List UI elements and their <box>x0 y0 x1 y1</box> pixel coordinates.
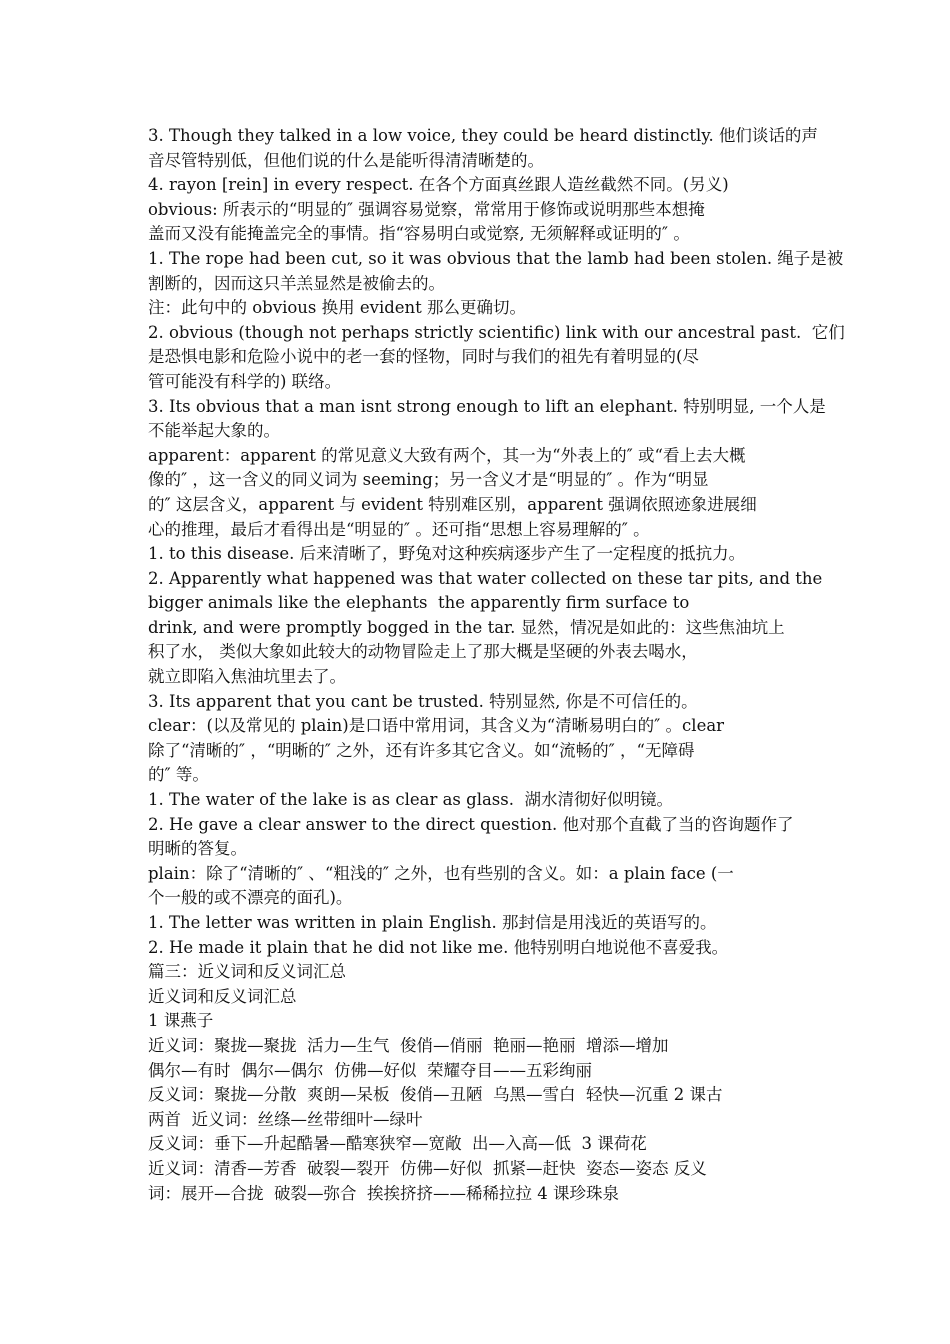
text-line: 心的推理，最后才看得出是“明显的″ 。还可指“思想上容易理解的″ 。 <box>148 519 650 539</box>
text-line: apparent：apparent 的常见意义大致有两个，其一为“外表上的″ 或“看上去大概 <box>148 445 746 465</box>
text-line: 3. Its apparent that you cant be trusted. 特别显然, 你是不可信任的。 <box>148 691 698 711</box>
text-line: 2. Apparently what happened was that water collected on these tar pits, and the <box>148 568 823 588</box>
text-line: 2. He made it plain that he did not like me. 他特别明白地说他不喜爱我。 <box>148 937 729 957</box>
text-line: 偶尔—有时 偶尔—偶尔 仿佛—好似 荣耀夺目——五彩绚丽 <box>148 1060 592 1080</box>
text-line: clear：(以及常见的 plain)是口语中常用词，其含义为“清晰易明白的″ 。clear <box>148 716 725 736</box>
text-line: 就立即陷入焦油坑里去了。 <box>148 667 346 687</box>
text-line: 1. The letter was written in plain English. 那封信是用浅近的英语写的。 <box>148 913 717 932</box>
document-body <box>148 124 845 1206</box>
text-line: 近义词：清香—芳香 破裂—裂开 仿佛—好似 抓紧—赶快 姿态—姿态 反义 <box>148 1158 707 1178</box>
text-line: 的″ 这层含义，apparent 与 evident 特别难区别，apparent 强调依照迹象进展细 <box>148 494 757 514</box>
text-line: 词：展开—合拢 破裂—弥合 挨挨挤挤——稀稀拉拉 4 课珍珠泉 <box>148 1183 619 1203</box>
text-line: 管可能没有科学的) 联络。 <box>148 371 342 391</box>
text-line: 3. Its obvious that a man isnt strong enough to lift an elephant. 特别明显, 一个人是 <box>148 396 826 416</box>
text-line: 4. rayon [rein] in every respect. 在各个方面真丝跟人造丝截然不同。(另义) <box>148 175 729 195</box>
text-line: 音尽管特别低，但他们说的什么是能听得清清晰楚的。 <box>148 150 544 170</box>
text-line: 积了水， 类似大象如此较大的动物冒险走上了那大概是坚硬的外表去喝水， <box>148 642 698 662</box>
section-subheading: 近义词和反义词汇总 <box>148 986 297 1006</box>
text-line: 反义词：垂下—升起酷暑—酷寒狭窄—宽敞 出—入高—低 3 课荷花 <box>148 1134 647 1154</box>
text-line: drink, and were promptly bogged in the tar. 显然，情况是如此的：这些焦油坑上 <box>148 617 785 637</box>
text-line: 2. obvious (though not perhaps strictly scientific) link with our ancestral past. 它们 <box>148 322 845 342</box>
text-line: 1. to this disease. 后来清晰了，野兔对这种疾病逐步产生了一定程度的抵抗力。 <box>148 544 746 564</box>
text-line: plain：除了“清晰的″ 、“粗浅的″ 之外，也有些别的含义。如：a plain face (一 <box>148 863 734 883</box>
text-line: 1. The rope had been cut, so it was obvious that the lamb had been stolen. 绳子是被 <box>148 248 844 268</box>
text-line: 注：此句中的 obvious 换用 evident 那么更确切。 <box>148 298 527 318</box>
text-line: 反义词：聚拢—分散 爽朗—呆板 俊俏—丑陋 乌黑—雪白 轻快—沉重 2 课古 <box>148 1085 723 1105</box>
text-line: 个一般的或不漂亮的面孔)。 <box>148 888 353 908</box>
text-line: 割断的，因而这只羊羔显然是被偷去的。 <box>148 273 445 293</box>
text-line: 近义词：聚拢—聚拢 活力—生气 俊俏—俏丽 艳丽—艳丽 增添—增加 <box>148 1035 669 1055</box>
lesson-title: 1 课燕子 <box>148 1011 214 1031</box>
text-line: 2. He gave a clear answer to the direct question. 他对那个直截了当的咨询题作了 <box>148 814 794 834</box>
text-line: 除了“清晰的″ ，“明晰的″ 之外，还有许多其它含义。如“流畅的″ ，“无障碍 <box>148 740 695 760</box>
text-line: bigger animals like the elephants the apparently firm surface to <box>148 593 690 613</box>
text-line: 的″ 等。 <box>148 765 209 785</box>
text-line: 像的″ ，这一含义的同义词为 seeming；另一含义才是“明显的″ 。作为“明显 <box>148 470 709 490</box>
text-line: 1. The water of the lake is as clear as glass. 湖水清彻好似明镜。 <box>148 790 673 810</box>
text-line: obvious: 所表示的“明显的″ 强调容易觉察，常常用于修饰或说明那些本想掩 <box>148 199 705 219</box>
text-line: 盖而又没有能掩盖完全的事情。指“容易明白或觉察, 无须解释或证明的″ 。 <box>148 224 690 244</box>
text-line: 明晰的答复。 <box>148 839 247 859</box>
text-line: 3. Though they talked in a low voice, they could be heard distinctly. 他们谈话的声 <box>148 126 818 145</box>
section-heading: 篇三：近义词和反义词汇总 <box>148 962 346 982</box>
text-line: 是恐惧电影和危险小说中的老一套的怪物，同时与我们的祖先有着明显的(尽 <box>148 347 699 367</box>
text-line: 两首 近义词：丝绦—丝带细叶—绿叶 <box>148 1109 423 1129</box>
text-line: 不能举起大象的。 <box>148 421 280 441</box>
